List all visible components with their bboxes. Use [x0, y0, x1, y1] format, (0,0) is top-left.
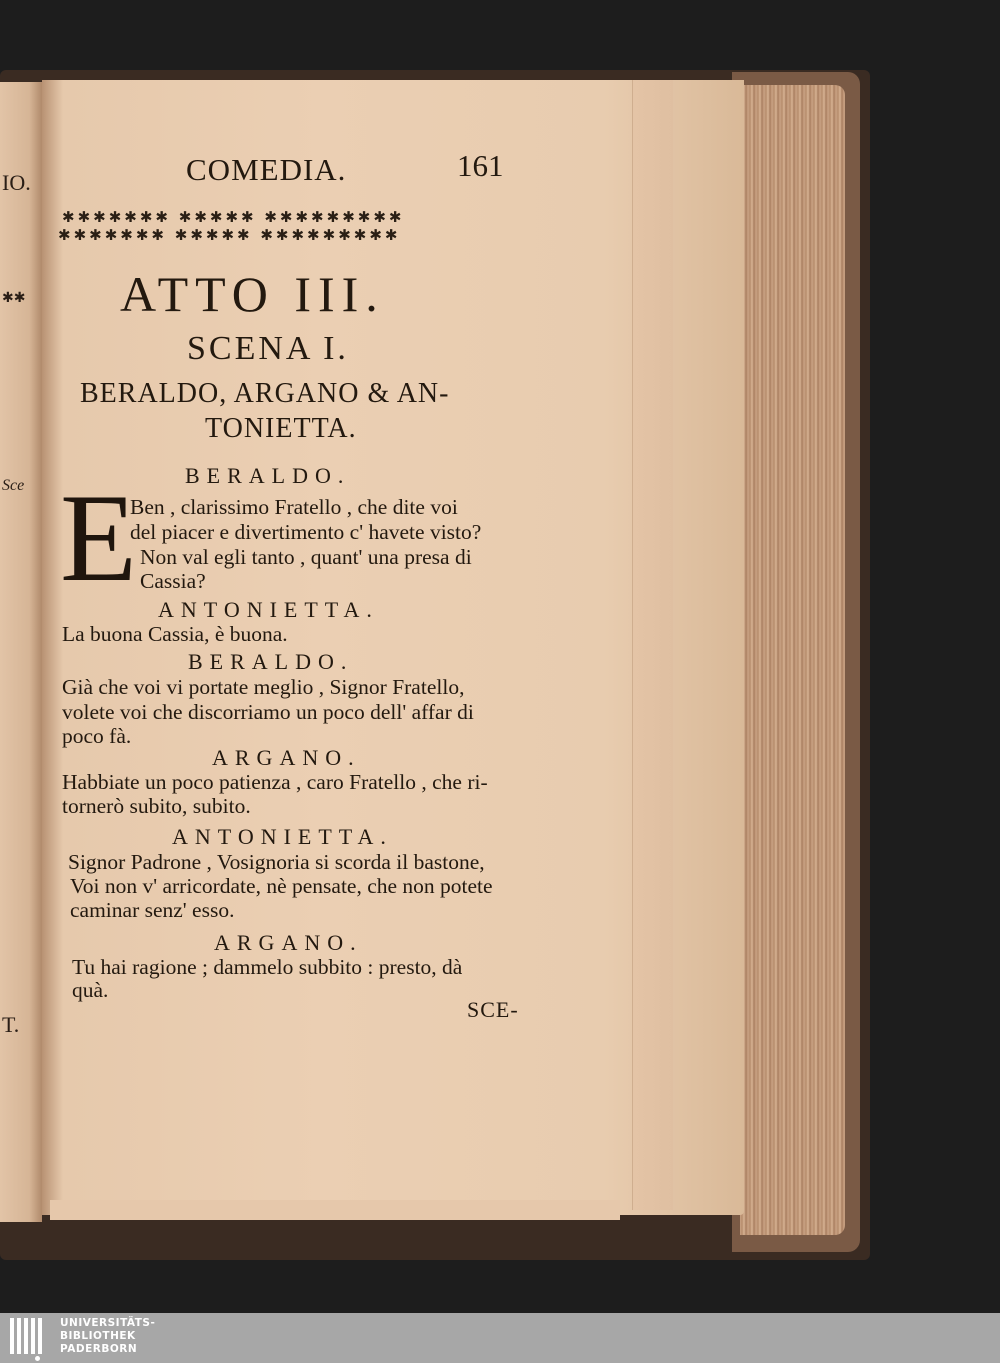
act-title: ATTO III.	[120, 266, 385, 322]
library-footer	[0, 1313, 1000, 1363]
dialogue-line: tornerò subito, subito.	[62, 794, 251, 818]
dialogue-line: La buona Cassia, è buona.	[62, 622, 288, 646]
speaker-name: ARGANO.	[212, 745, 361, 770]
dialogue-line: Signor Padrone , Vosignoria si scorda il bastone,	[68, 850, 485, 874]
ornament-row: ✱✱✱✱✱✱✱ ✱✱✱✱✱ ✱✱✱✱✱✱✱✱✱	[58, 226, 401, 244]
dialogue-line: del piacer e divertimento c' havete visto?	[130, 520, 482, 544]
speaker-name: ANTONIETTA.	[172, 824, 393, 849]
page-bottom-edge	[50, 1200, 620, 1220]
left-page	[0, 82, 42, 1222]
running-head: COMEDIA.	[186, 152, 347, 187]
page-edges	[740, 85, 845, 1235]
dialogue-line: Habbiate un poco patienza , caro Fratello , che ri-	[62, 770, 488, 794]
ornament-row: ✱✱✱✱✱✱✱ ✱✱✱✱✱ ✱✱✱✱✱✱✱✱✱	[62, 208, 405, 226]
inner-sheet-edge	[632, 80, 673, 1210]
library-logo-icon	[10, 1318, 46, 1360]
page-number: 161	[457, 148, 504, 183]
speaker-name: BERALDO.	[185, 463, 351, 488]
dialogue-line: Voi non v' arricordate, nè pensate, che non potete	[70, 874, 493, 898]
library-name-line: PADERBORN	[60, 1343, 138, 1355]
library-name-line: UNIVERSITÄTS-	[60, 1317, 156, 1329]
dialogue-line: poco fà.	[62, 724, 132, 748]
dialogue-line: Ben , clarissimo Fratello , che dite voi	[130, 495, 458, 519]
library-name-line: BIBLIOTHEK	[60, 1330, 136, 1342]
speaker-name: BERALDO.	[188, 649, 354, 674]
catchword: SCE-	[467, 997, 519, 1022]
scene-title: SCENA I.	[187, 330, 349, 367]
dialogue-line: Cassia?	[140, 569, 206, 593]
dialogue-line: Tu hai ragione ; dammelo subbito : presto, dà	[72, 955, 463, 979]
right-page	[42, 80, 744, 1215]
left-page-fragment: T.	[2, 1012, 20, 1037]
left-page-fragment: IO.	[2, 170, 31, 195]
drop-cap: E	[60, 469, 137, 608]
speaker-name: ARGANO.	[214, 930, 363, 955]
left-page-fragment: Sce	[2, 477, 25, 494]
left-page-fragment: ✱✱	[2, 291, 26, 306]
dialogue-line: quà.	[72, 978, 109, 1002]
characters-heading: BERALDO, ARGANO & AN-	[80, 378, 450, 409]
speaker-name: ANTONIETTA.	[158, 597, 379, 622]
dialogue-line: volete voi che discorriamo un poco dell' affar di	[62, 700, 474, 724]
dialogue-line: caminar senz' esso.	[70, 898, 235, 922]
characters-heading: TONIETTA.	[205, 413, 357, 444]
dialogue-line: Non val egli tanto , quant' una presa di	[140, 545, 472, 569]
dialogue-line: Già che voi vi portate meglio , Signor Fratello,	[62, 675, 465, 699]
